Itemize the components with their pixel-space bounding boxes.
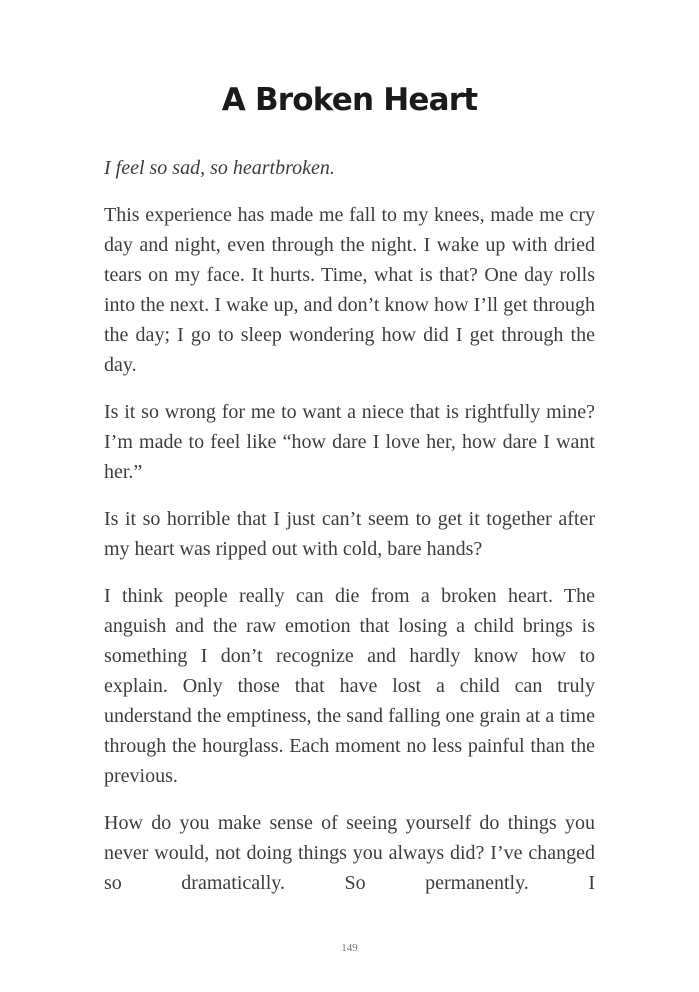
page-number: 149: [341, 942, 358, 954]
body-paragraph: This experience has made me fall to my knees, made me cry day and night, even through the night. I wake up with dried tears on my face. It hurts. Time, what is that? One day rolls into the next. I wake up, and don’t know how I’ll get through the day; I go to sleep wondering how did I get through the day.: [104, 204, 595, 376]
body-paragraph: Is it so horrible that I just can’t seem to get it together after my heart was ripped out with cold, bare hands?: [104, 508, 595, 560]
lead-paragraph: I feel so sad, so heartbroken.: [104, 157, 335, 179]
body-paragraph-continued: How do you make sense of seeing yourself do things you never would, not doing things you always did? I’ve changed so dramatically. So permanently. I: [104, 812, 595, 894]
body-paragraph: Is it so wrong for me to want a niece that is rightfully mine? I’m made to feel like “how dare I love her, how dare I want her.”: [104, 401, 595, 483]
body-paragraph: I think people really can die from a broken heart. The anguish and the raw emotion that losing a child brings is something I don’t recognize and hardly know how to explain. Only those that have lost a child can truly understand the emptiness, the sand falling one grain at a time through the hourglass. Each moment no less painful than the previous.: [104, 585, 595, 787]
chapter-title: A Broken Heart: [221, 82, 478, 118]
chapter-body: [104, 153, 595, 915]
